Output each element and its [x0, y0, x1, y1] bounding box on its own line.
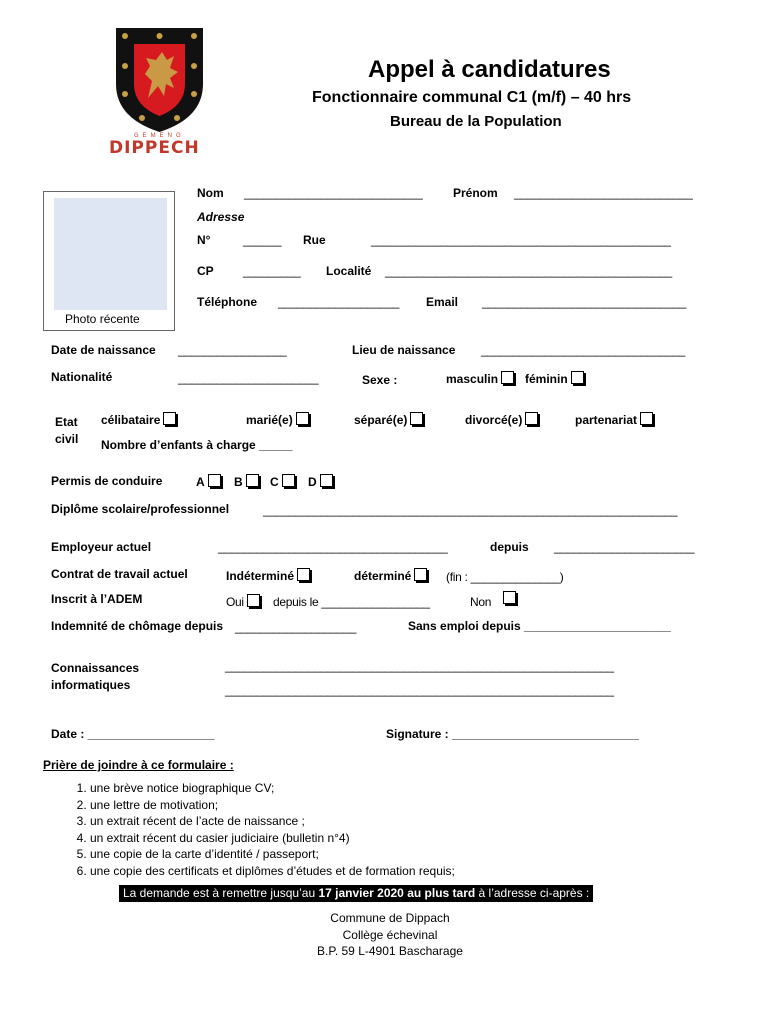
list-item: 3. un extrait récent de l’acte de naissance ; [90, 813, 455, 830]
employeur-label: Employeur actuel [51, 540, 152, 554]
feminin-option[interactable] [525, 371, 584, 386]
separe-option[interactable] [354, 412, 423, 427]
diplome-label: Diplôme scolaire/professionnel [51, 502, 230, 516]
permis-d-label: D [308, 475, 317, 489]
partenariat-option[interactable] [575, 412, 653, 427]
localite-label: Localité [326, 264, 372, 278]
divorce-option[interactable] [465, 412, 538, 427]
permis-a-label: A [196, 475, 205, 489]
position-subtitle: Fonctionnaire communal C1 (m/f) – 40 hrs [312, 89, 632, 106]
feminin-checkbox[interactable] [571, 371, 584, 384]
indetermine-checkbox[interactable] [297, 568, 310, 581]
photo-placeholder [54, 198, 167, 310]
telephone-field[interactable]: ___________________ [278, 295, 400, 309]
oui-checkbox[interactable] [247, 594, 260, 607]
etat-civil-label-2: civil [55, 432, 79, 446]
fin-field[interactable]: (fin : ______________) [446, 570, 564, 584]
indemnite-label: Indemnité de chômage depuis [51, 619, 224, 633]
attachments-heading: Prière de joindre à ce formulaire : [43, 758, 234, 772]
partenariat-label: partenariat [575, 413, 638, 427]
rue-label: Rue [303, 233, 326, 247]
deadline-date: 17 janvier 2020 au plus tard [318, 886, 476, 900]
prenom-label: Prénom [453, 186, 498, 200]
partenariat-checkbox[interactable] [640, 412, 653, 425]
permis-c-option[interactable] [270, 474, 295, 489]
indetermine-option[interactable] [226, 568, 310, 583]
informatique-field-1[interactable]: _____________________________________________________________ [225, 659, 614, 673]
deadline-banner [119, 885, 593, 902]
informatique-field-2[interactable]: _____________________________________________________________ [225, 683, 614, 697]
depuis-field[interactable]: ______________________ [554, 540, 695, 554]
permis-b-checkbox[interactable] [246, 474, 259, 487]
non-checkbox[interactable] [503, 591, 516, 604]
feminin-label: féminin [525, 372, 568, 386]
celibataire-option[interactable] [101, 412, 176, 427]
non-label: Non [470, 595, 492, 609]
cp-field[interactable]: _________ [243, 264, 301, 278]
nationalite-field[interactable]: ______________________ [178, 371, 319, 385]
permis-b-option[interactable] [234, 474, 259, 489]
page-title: Appel à candidatures [368, 56, 611, 83]
coat-of-arms-griffin-icon [112, 26, 207, 134]
adem-depuis-field[interactable]: depuis le _________________ [273, 595, 430, 609]
employeur-field[interactable]: ____________________________________ [218, 540, 448, 554]
permis-a-option[interactable] [196, 474, 221, 489]
nationalite-label: Nationalité [51, 370, 113, 384]
enfants-field[interactable]: Nombre d’enfants à charge _____ [101, 438, 293, 452]
numero-field[interactable]: ______ [243, 233, 282, 247]
localite-field[interactable]: _____________________________________________ [385, 264, 672, 278]
deadline-text-after: à l’adresse ci-après : [475, 886, 590, 900]
date-naissance-label: Date de naissance [51, 343, 156, 357]
adem-oui-option[interactable] [226, 594, 260, 609]
informatique-label-2: informatiques [51, 678, 131, 692]
logo-commune-name: DIPPECH [109, 138, 200, 158]
masculin-option[interactable] [446, 371, 514, 386]
divorce-checkbox[interactable] [525, 412, 538, 425]
lieu-naissance-field[interactable]: ________________________________ [481, 343, 685, 357]
permis-b-label: B [234, 475, 243, 489]
indemnite-field[interactable]: ___________________ [235, 620, 357, 634]
list-item: 1. une brève notice biographique CV; [90, 780, 455, 797]
celibataire-checkbox[interactable] [163, 412, 176, 425]
list-item: 6. une copie des certificats et diplômes d’études et de formation requis; [90, 863, 455, 880]
masculin-label: masculin [446, 372, 499, 386]
permis-d-checkbox[interactable] [320, 474, 333, 487]
permis-a-checkbox[interactable] [208, 474, 221, 487]
address-line-2: Collège échevinal [342, 927, 438, 942]
adem-label: Inscrit à l’ADEM [51, 592, 143, 606]
photo-label: Photo récente [65, 312, 140, 326]
deadline-text-before: La demande est à remettre jusqu’au [123, 886, 319, 900]
indetermine-label: Indéterminé [226, 569, 295, 583]
date-field[interactable]: Date : ___________________ [51, 727, 215, 741]
separe-label: séparé(e) [354, 413, 408, 427]
permis-c-checkbox[interactable] [282, 474, 295, 487]
masculin-checkbox[interactable] [501, 371, 514, 384]
determine-option[interactable] [354, 568, 427, 583]
informatique-label-1: Connaissances [51, 661, 140, 675]
email-label: Email [426, 295, 459, 309]
etat-civil-label-1: Etat [55, 415, 78, 429]
separe-checkbox[interactable] [410, 412, 423, 425]
department-subtitle: Bureau de la Population [390, 113, 562, 130]
address-line-3: B.P. 59 L-4901 Bascharage [317, 944, 463, 958]
telephone-label: Téléphone [197, 295, 258, 309]
nom-field[interactable]: ____________________________ [244, 186, 423, 200]
prenom-field[interactable]: ____________________________ [514, 186, 693, 200]
date-naissance-field[interactable]: _________________ [178, 343, 287, 357]
contrat-label: Contrat de travail actuel [51, 567, 188, 581]
attachments-list [72, 780, 455, 879]
commune-logo [109, 26, 207, 158]
permis-c-label: C [270, 475, 279, 489]
sexe-label: Sexe : [362, 373, 398, 387]
numero-label: N° [197, 233, 211, 247]
marie-label: marié(e) [246, 413, 293, 427]
sans-emploi-field[interactable]: Sans emploi depuis ______________________ [408, 619, 671, 633]
list-item: 5. une copie de la carte d’identité / passeport; [90, 846, 455, 863]
logo-small-text: GEMENG [134, 133, 185, 139]
permis-d-option[interactable] [308, 474, 333, 489]
list-item: 2. une lettre de motivation; [90, 797, 455, 814]
determine-label: déterminé [354, 569, 412, 583]
marie-option[interactable] [246, 412, 309, 427]
lieu-naissance-label: Lieu de naissance [352, 343, 456, 357]
marie-checkbox[interactable] [296, 412, 309, 425]
adresse-label: Adresse [197, 210, 245, 224]
nom-label: Nom [197, 186, 224, 200]
celibataire-label: célibataire [101, 413, 161, 427]
oui-label: Oui [226, 595, 244, 609]
list-item: 4. un extrait récent du casier judiciaire (bulletin n°4) [90, 830, 455, 847]
commune-address [280, 910, 500, 960]
signature-field[interactable]: Signature : ____________________________ [386, 727, 639, 741]
address-line-1: Commune de Dippach [330, 911, 450, 925]
photo-box[interactable] [43, 191, 175, 331]
rue-field[interactable]: _______________________________________________ [371, 233, 671, 247]
determine-checkbox[interactable] [414, 568, 427, 581]
permis-label: Permis de conduire [51, 474, 163, 488]
divorce-label: divorcé(e) [465, 413, 523, 427]
cp-label: CP [197, 264, 214, 278]
depuis-label: depuis [490, 540, 529, 554]
diplome-field[interactable]: _________________________________________________________________ [263, 503, 678, 517]
email-field[interactable]: ________________________________ [482, 295, 686, 309]
